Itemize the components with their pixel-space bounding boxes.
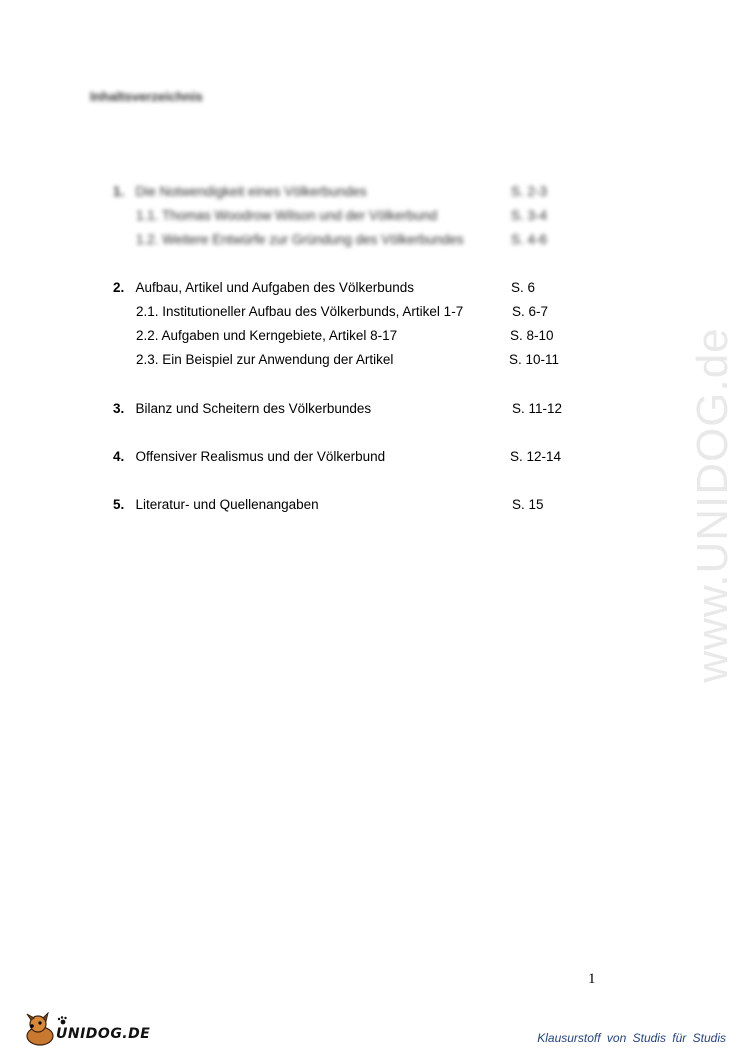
footer-slogan: Klausurstoff von Studis für Studis — [537, 1031, 726, 1045]
toc-entry-5-page: S. 15 — [512, 497, 544, 512]
toc-entry-number: 2. — [113, 280, 125, 295]
toc-entry-title: Literatur- und Quellenangaben — [135, 497, 319, 512]
watermark: www.UNIDOG.de — [688, 327, 737, 683]
toc-entry-3-page: S. 11-12 — [512, 401, 563, 416]
toc-entry-2-page: S. 6 — [511, 280, 536, 295]
toc-entry-number: 5. — [113, 497, 125, 512]
toc-entry-2-1-page: S. 6-7 — [512, 304, 549, 319]
toc-entry-title: Offensiver Realismus und der Völkerbund — [135, 449, 386, 464]
toc-entry-1-2 — [136, 231, 464, 249]
toc-entry-2-1 — [136, 303, 463, 321]
toc-entry-2-2 — [136, 327, 397, 345]
toc-entry-1 — [113, 183, 367, 201]
toc-entry-1-page: S. 2-3 — [511, 184, 548, 199]
toc-entry-1-2-page: S. 4-6 — [511, 232, 548, 247]
toc-entry-title: 1.2. Weitere Entwürfe zur Gründung des Völkerbundes — [136, 232, 464, 247]
toc-entry-4 — [113, 448, 385, 466]
toc-entry-5 — [113, 496, 319, 514]
page-number: 1 — [588, 971, 596, 987]
toc-entry-2 — [113, 279, 414, 297]
toc-entry-2-3 — [136, 351, 393, 369]
toc-entry-title: Aufbau, Artikel und Aufgaben des Völkerbunds — [135, 280, 414, 295]
toc-entry-number: 1. — [113, 184, 125, 199]
toc-entry-1-1-page: S. 3-4 — [511, 208, 548, 223]
toc-entry-number: 4. — [113, 449, 125, 464]
toc-entry-2-2-page: S. 8-10 — [510, 328, 554, 343]
toc-entry-1-1 — [136, 207, 437, 225]
toc-entry-2-3-page: S. 10-11 — [509, 352, 560, 367]
toc-entry-4-page: S. 12-14 — [510, 449, 562, 464]
toc-entry-title: 2.3. Ein Beispiel zur Anwendung der Artikel — [136, 352, 394, 367]
toc-entry-title: Die Notwendigkeit eines Völkerbundes — [135, 184, 367, 199]
toc-entry-title: 2.1. Institutioneller Aufbau des Völkerbunds, Artikel 1-7 — [136, 304, 464, 319]
toc-entry-3 — [113, 400, 371, 418]
toc-entry-title: 2.2. Aufgaben und Kerngebiete, Artikel 8-17 — [136, 328, 398, 343]
toc-heading: Inhaltsverzeichnis — [90, 89, 203, 104]
toc-entry-title: Bilanz und Scheitern des Völkerbundes — [135, 401, 372, 416]
toc-entry-title: 1.1. Thomas Woodrow Wilson und der Völkerbund — [136, 208, 438, 223]
toc-entry-number: 3. — [113, 401, 125, 416]
logo-text: UNIDOG.DE — [56, 1026, 151, 1042]
